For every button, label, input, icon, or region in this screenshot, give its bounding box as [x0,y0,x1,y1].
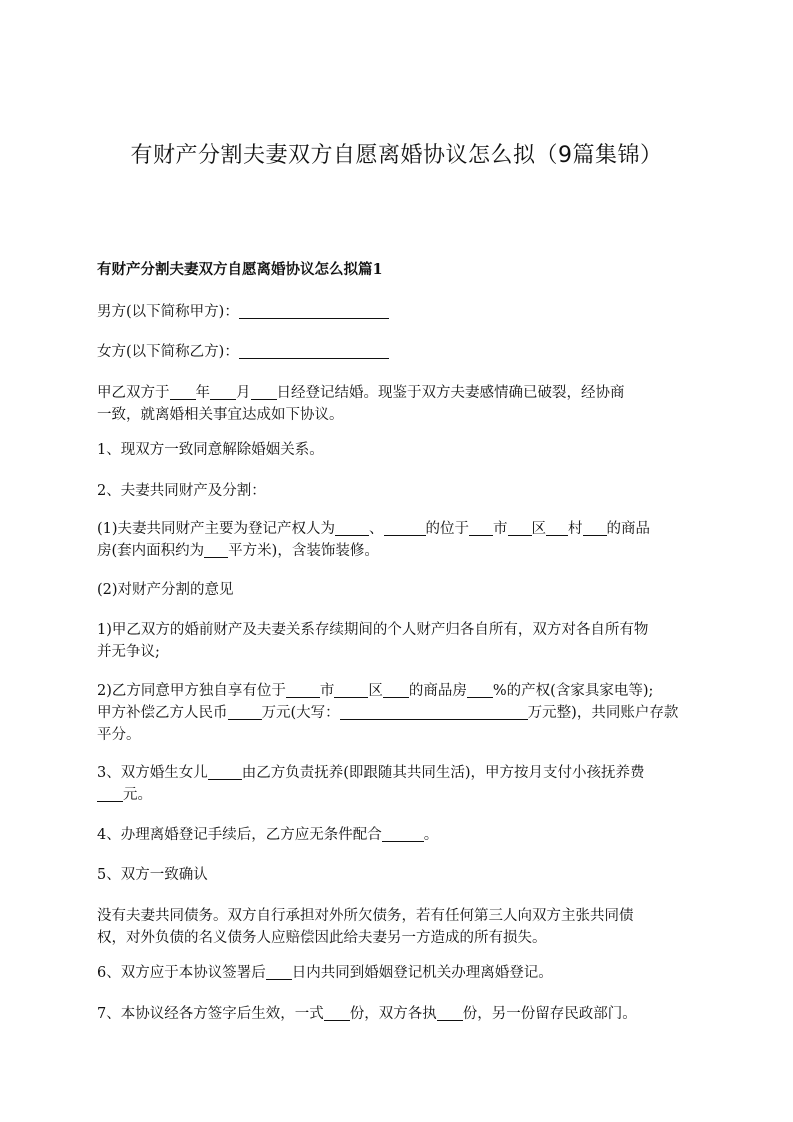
clause-6 [97,962,709,984]
days-blank [266,963,292,980]
daughter-name-blank [208,763,242,780]
amount-words-blank [340,703,528,720]
text: 权，对外负债的名义债务人应赔偿因此给夫妻另一方造成的所有损失。 [97,930,547,946]
text: 6、双方应于本协议签署后 [97,965,266,981]
text: 平方米)，含装饰装修。 [228,543,379,559]
document-title: 有财产分割夫妻双方自愿离婚协议怎么拟（9篇集锦） [130,143,663,168]
text: (2)对财产分割的意见 [97,582,234,598]
male-party-label: 男方(以下简称甲方)： [97,304,239,320]
city-blank [469,519,493,536]
text: 1、现双方一致同意解除婚姻关系。 [97,442,324,458]
text: 份，双方各执 [349,1006,437,1022]
clause-2-2-2 [97,680,709,746]
female-party-line [97,341,709,363]
clause-2-2-1 [97,619,709,663]
text: 元。 [123,787,152,803]
area-blank [204,541,228,558]
text: 、 [369,521,384,537]
text: 3、双方婚生女儿 [97,765,208,781]
text: 甲乙双方于 [97,385,170,401]
text: 区 [531,521,547,537]
text: 一致，就离婚相关事宜达成如下协议。 [97,407,344,423]
cooperation-blank [382,825,424,842]
text: 年 [195,385,210,401]
female-party-blank [239,342,389,359]
text: 的商品房 [408,683,467,699]
text: 1)甲乙双方的婚前财产及夫妻关系存续期间的个人财产归各自所有，双方对各自所有物 [97,622,649,638]
debt-paragraph [97,905,709,949]
text: 份，另一份留存民政部门。 [462,1006,637,1022]
marriage-paragraph [97,382,709,426]
text: 4、办理离婚登记手续后，乙方应无条件配合 [97,827,382,843]
clause-2-2 [97,579,709,601]
house-blank [583,519,607,536]
text: 没有夫妻共同债务。双方自行承担对外所欠债务，若有任何第三人向双方主张共同债 [97,908,634,924]
percent-blank [467,681,493,698]
male-party-blank [239,302,389,319]
owner-blank-2 [384,519,426,536]
text: (1)夫妻共同财产主要为登记产权人为 [97,521,336,537]
text: 的位于 [425,521,470,537]
text: 村 [568,521,583,537]
text: 市 [493,521,508,537]
district-blank [334,681,368,698]
clause-2-1 [97,518,709,562]
text: 万元(大写： [261,705,340,721]
each-copies-blank [437,1004,463,1021]
text: 区 [368,683,383,699]
text: 7、本协议经各方签字后生效，一式 [97,1006,324,1022]
day-blank [251,383,277,400]
text: 并无争议; [97,644,160,660]
support-amount-blank [97,785,123,802]
text: 2)乙方同意甲方独自享有位于 [97,683,286,699]
clause-3 [97,762,709,806]
text: 由乙方负责抚养(即跟随其共同生活)，甲方按月支付小孩抚养费 [241,765,645,781]
text: 房(套内面积约为 [97,543,205,559]
text: 5、双方一致确认 [97,867,208,883]
text: 2、夫妻共同财产及分割： [97,483,266,499]
city-blank [286,681,320,698]
month-blank [210,383,236,400]
clause-2 [97,480,709,502]
year-blank [170,383,196,400]
female-party-label: 女方(以下简称乙方)： [97,344,239,360]
village-blank [546,519,568,536]
text: 平分。 [97,727,141,743]
clause-7 [97,1003,709,1025]
text: 的商品 [606,521,651,537]
text: 月 [236,385,251,401]
copies-blank [324,1004,350,1021]
clause-4 [97,824,709,846]
owner-blank-1 [335,519,369,536]
house-blank [383,681,409,698]
text: 。 [423,827,439,843]
text: %的产权(含家具家电等); [492,683,654,699]
clause-5 [97,864,709,886]
clause-1 [97,439,709,461]
text: 万元整)，共同账户存款 [527,705,679,721]
amount-blank [228,703,262,720]
male-party-line [97,301,709,323]
text: 市 [319,683,335,699]
text: 甲方补偿乙方人民币 [97,705,228,721]
text: 日经登记结婚。现鉴于双方夫妻感情确已破裂，经协商 [276,385,625,401]
text: 日内共同到婚姻登记机关办理离婚登记。 [291,965,553,981]
district-blank [508,519,532,536]
section-heading: 有财产分割夫妻双方自愿离婚协议怎么拟篇1 [97,261,383,278]
